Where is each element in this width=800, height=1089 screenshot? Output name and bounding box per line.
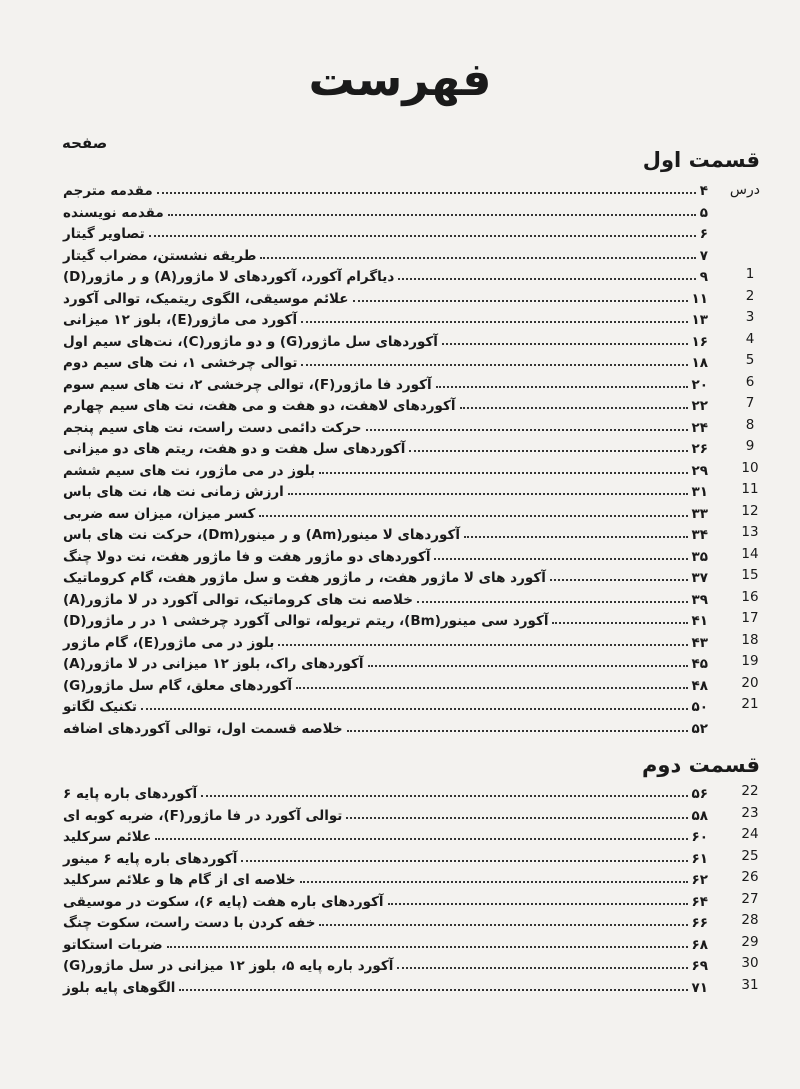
page-number: ۴۳ bbox=[691, 634, 708, 651]
entry-title: خلاصه قسمت اول، توالی آکوردهای اضافه bbox=[63, 720, 343, 737]
lesson-number: 8 bbox=[745, 416, 755, 433]
page-number: ۴ bbox=[699, 183, 708, 199]
entry-title: خلاصه ای از گام ها و علائم سرکلید bbox=[63, 872, 296, 888]
toc-entry bbox=[0, 479, 800, 501]
entry-title: ارزش زمانی نت ها، نت های باس bbox=[63, 484, 284, 500]
page-number: ۶ bbox=[699, 226, 708, 242]
dot-leader bbox=[241, 860, 687, 862]
entry-line bbox=[60, 264, 708, 285]
toc-entry bbox=[0, 522, 800, 544]
entry-title: آکوردهای معلق، گام سل ماژور(G) bbox=[63, 677, 292, 694]
entry-title: آکوردهای سل هفت و دو هفت، ریتم های دو میزانی bbox=[63, 441, 406, 457]
entry-title: طریقه نشستن، مضراب گیتار bbox=[63, 247, 257, 264]
part2-title: قسمت دوم bbox=[642, 753, 760, 777]
toc-entry bbox=[0, 544, 800, 566]
entry-line bbox=[60, 329, 708, 350]
entry-title: کسر میزان، میزان سه ضربی bbox=[63, 505, 256, 522]
dot-leader bbox=[366, 429, 688, 431]
page-number: ۲۶ bbox=[691, 441, 708, 457]
dot-leader bbox=[442, 343, 688, 345]
dot-leader bbox=[550, 579, 688, 581]
toc-entry bbox=[0, 803, 800, 825]
lesson-number: 14 bbox=[741, 545, 759, 562]
entry-title: مقدمه مترجم bbox=[63, 183, 153, 199]
part1-title: قسمت اول bbox=[642, 148, 760, 172]
lesson-number: 6 bbox=[745, 373, 755, 390]
lesson-number: 19 bbox=[741, 653, 759, 669]
toc-entry bbox=[0, 393, 800, 415]
lesson-number: 1 bbox=[745, 266, 755, 282]
entry-line bbox=[60, 458, 708, 479]
entry-line bbox=[60, 694, 708, 715]
entry-line bbox=[60, 803, 708, 824]
lesson-number: 17 bbox=[741, 610, 759, 626]
dot-leader bbox=[157, 192, 696, 194]
dot-leader bbox=[260, 257, 695, 259]
page-number: ۴۵ bbox=[691, 656, 708, 672]
entry-line bbox=[60, 307, 708, 328]
lesson-number: 26 bbox=[741, 869, 759, 885]
toc-entry bbox=[0, 910, 800, 932]
entry-line bbox=[60, 415, 708, 436]
entry-line bbox=[60, 221, 708, 242]
toc-entry bbox=[0, 630, 800, 652]
toc-entry bbox=[0, 824, 800, 846]
lesson-number: 2 bbox=[745, 287, 755, 304]
entry-line bbox=[60, 673, 708, 694]
page-number: ۶۹ bbox=[691, 958, 708, 974]
toc-entry bbox=[0, 651, 800, 673]
toc-entry bbox=[0, 436, 800, 458]
dot-leader bbox=[201, 795, 687, 797]
page-title: فهرست bbox=[308, 52, 492, 106]
dot-leader bbox=[397, 967, 687, 969]
page-number: ۲۹ bbox=[691, 462, 708, 479]
lesson-number: 23 bbox=[741, 804, 759, 821]
entry-line bbox=[60, 910, 708, 931]
lesson-number: 5 bbox=[745, 352, 755, 368]
toc-entry bbox=[0, 221, 800, 243]
lesson-number: 21 bbox=[741, 696, 759, 712]
dot-leader bbox=[301, 364, 687, 366]
part2-entries bbox=[0, 781, 800, 996]
page-number: ۳۷ bbox=[691, 570, 708, 586]
entry-title: ضربات استکاتو bbox=[63, 936, 163, 953]
lesson-number: 28 bbox=[741, 912, 759, 928]
dot-leader bbox=[319, 924, 687, 926]
page-number: ۷ bbox=[699, 247, 708, 264]
toc-entry bbox=[0, 372, 800, 394]
entry-line bbox=[60, 178, 708, 199]
dot-leader bbox=[409, 450, 687, 452]
toc-entry bbox=[0, 932, 800, 954]
dot-leader bbox=[168, 214, 696, 216]
toc-entry bbox=[0, 178, 800, 200]
entry-title: آکوردهای سل ماژور(G) و دو ماژور(C)، نت‌های سیم اول bbox=[63, 333, 438, 350]
lesson-number: 25 bbox=[741, 847, 759, 864]
dot-leader bbox=[347, 730, 688, 732]
dot-leader bbox=[300, 881, 688, 883]
lesson-number: 7 bbox=[745, 395, 755, 411]
entry-title: خفه کردن با دست راست، سکوت چنگ bbox=[63, 915, 316, 931]
dot-leader bbox=[149, 235, 696, 237]
entry-line bbox=[60, 436, 708, 457]
entry-title: آکورد می ماژور(E)، بلوز ۱۲ میزانی bbox=[63, 312, 298, 328]
entry-title: الگوهای پایه بلوز bbox=[63, 979, 176, 996]
entry-title: آکوردهای دو ماژور هفت و فا ماژور هفت، نت دولا چنگ bbox=[63, 548, 431, 565]
entry-title: آکوردهای باره هفت (پایه ۶)، سکوت در موسیقی bbox=[63, 893, 384, 910]
toc-entry bbox=[0, 565, 800, 587]
entry-title: مقدمه نویسنده bbox=[63, 204, 164, 221]
dot-leader bbox=[417, 601, 688, 603]
entry-title: آکوردهای باره پایه ۶ مینور bbox=[63, 850, 238, 867]
toc-entry bbox=[0, 975, 800, 997]
lesson-number: 18 bbox=[741, 631, 759, 648]
entry-line bbox=[60, 243, 708, 264]
dot-leader bbox=[368, 665, 688, 667]
page-number: ۶۰ bbox=[691, 829, 708, 845]
lesson-number: 22 bbox=[741, 783, 759, 799]
toc-entry bbox=[0, 415, 800, 437]
entry-line bbox=[60, 651, 708, 672]
entry-line bbox=[60, 975, 708, 996]
page-number: ۲۴ bbox=[691, 419, 708, 436]
dot-leader bbox=[552, 622, 687, 624]
page-number: ۴۸ bbox=[691, 677, 708, 694]
toc-entry bbox=[0, 587, 800, 609]
entry-title: علائم سرکلید bbox=[63, 829, 152, 845]
lesson-number: 24 bbox=[741, 826, 759, 842]
dot-leader bbox=[278, 644, 687, 646]
entry-line bbox=[60, 544, 708, 565]
entry-line bbox=[60, 608, 708, 629]
entry-line bbox=[60, 846, 708, 867]
entry-title: آکورد سی مینور(Bm)، ریتم تریوله، توالی آکورد چرخشی ۱ در ر ماژور(D) bbox=[63, 613, 549, 629]
lesson-number: 13 bbox=[741, 524, 759, 540]
page-number: ۴۱ bbox=[691, 613, 708, 629]
dot-leader bbox=[353, 300, 688, 302]
lesson-number: 11 bbox=[741, 481, 759, 497]
toc-entry bbox=[0, 953, 800, 975]
entry-line bbox=[60, 501, 708, 522]
lesson-number: 16 bbox=[741, 588, 759, 605]
page-number: ۵ bbox=[699, 204, 708, 221]
entry-title: تکنیک لگاتو bbox=[63, 699, 137, 715]
dot-leader bbox=[319, 472, 687, 474]
lesson-number: 31 bbox=[741, 976, 759, 993]
toc-entry bbox=[0, 673, 800, 695]
page-number: ۱۶ bbox=[691, 333, 708, 350]
entry-line bbox=[60, 350, 708, 371]
toc-entry bbox=[0, 458, 800, 480]
dot-leader bbox=[460, 407, 688, 409]
entry-line bbox=[60, 565, 708, 586]
lesson-number: 30 bbox=[741, 955, 759, 971]
dot-leader bbox=[436, 386, 688, 388]
dot-leader bbox=[346, 817, 687, 819]
part1-entries bbox=[0, 178, 800, 737]
page-number: ۶۱ bbox=[691, 850, 708, 867]
toc-entry bbox=[0, 846, 800, 868]
toc-entry bbox=[0, 200, 800, 222]
page-number: ۵۶ bbox=[691, 786, 708, 802]
entry-line bbox=[60, 522, 708, 543]
page-number: ۱۳ bbox=[691, 312, 708, 328]
entry-title: علائم موسیقی، الگوی ریتمیک، توالی آکورد bbox=[63, 290, 349, 307]
toc-entry bbox=[0, 329, 800, 351]
entry-title: دیاگرام آکورد، آکوردهای لا ماژور(A) و ر ماژور(D) bbox=[63, 269, 395, 285]
page-number: ۲۲ bbox=[691, 398, 708, 414]
page-number: ۶۲ bbox=[691, 872, 708, 888]
page-number: ۳۴ bbox=[691, 527, 708, 543]
entry-title: توالی چرخشی ۱، نت های سیم دوم bbox=[63, 355, 298, 371]
page-number: ۱۱ bbox=[691, 290, 708, 307]
page-number: ۷۱ bbox=[691, 979, 708, 996]
entry-line bbox=[60, 867, 708, 888]
dot-leader bbox=[155, 838, 687, 840]
dot-leader bbox=[259, 515, 687, 517]
page-column-label: صفحه bbox=[62, 134, 108, 152]
dot-leader bbox=[179, 989, 687, 991]
entry-line bbox=[60, 781, 708, 802]
entry-title: بلوز در می ماژور(E)، گام ماژور bbox=[63, 634, 275, 651]
dot-leader bbox=[167, 946, 688, 948]
toc-entry bbox=[0, 694, 800, 716]
lesson-number: 4 bbox=[745, 330, 755, 347]
entry-line bbox=[60, 286, 708, 307]
page-number: ۹ bbox=[699, 269, 708, 285]
entry-title: آکوردهای باره پایه ۶ bbox=[63, 786, 198, 802]
page-number: ۱۸ bbox=[691, 355, 708, 371]
page-number: ۵۸ bbox=[691, 807, 708, 824]
dot-leader bbox=[301, 321, 687, 323]
entry-title: توالی آکورد در فا ماژور(F)، ضربه کوبه ای bbox=[63, 807, 343, 824]
entry-title: آکوردهای لاهفت، دو هفت و می هفت، نت های سیم چهارم bbox=[63, 398, 456, 414]
toc-entry bbox=[0, 781, 800, 803]
lesson-column-label: درس bbox=[729, 182, 760, 198]
entry-line bbox=[60, 393, 708, 414]
dot-leader bbox=[141, 708, 688, 710]
entry-line bbox=[60, 953, 708, 974]
dot-leader bbox=[388, 903, 688, 905]
lesson-number: 20 bbox=[741, 674, 759, 691]
page-number: ۲۰ bbox=[691, 376, 708, 393]
lesson-number: 27 bbox=[741, 890, 759, 907]
page-number: ۳۱ bbox=[691, 484, 708, 500]
entry-line bbox=[60, 824, 708, 845]
lesson-number: 3 bbox=[745, 309, 755, 325]
toc-entry bbox=[0, 286, 800, 308]
dot-leader bbox=[398, 278, 696, 280]
page-number: ۶۸ bbox=[691, 936, 708, 953]
entry-line bbox=[60, 372, 708, 393]
page-number: ۵۰ bbox=[691, 699, 708, 715]
toc-entry bbox=[0, 716, 800, 738]
page-number: ۵۲ bbox=[691, 720, 708, 737]
toc-entry bbox=[0, 307, 800, 329]
toc-entry bbox=[0, 889, 800, 911]
entry-title: بلوز در می ماژور، نت های سیم ششم bbox=[63, 462, 316, 479]
entry-title: حرکت دائمی دست راست، نت های سیم پنجم bbox=[63, 419, 362, 436]
entry-line bbox=[60, 716, 708, 737]
page-number: ۳۵ bbox=[691, 548, 708, 565]
page-number: ۳۳ bbox=[691, 505, 708, 522]
entry-title: آکورد فا ماژور(F)، توالی چرخشی ۲، نت های سیم سوم bbox=[63, 376, 432, 393]
lesson-number: 12 bbox=[741, 502, 759, 519]
lesson-number: 29 bbox=[741, 933, 759, 950]
dot-leader bbox=[434, 558, 687, 560]
entry-title: آکورد باره پایه ۵، بلوز ۱۲ میزانی در سل ماژور(G) bbox=[63, 958, 394, 974]
page-number: ۶۴ bbox=[691, 893, 708, 910]
toc-entry bbox=[0, 867, 800, 889]
page-number: ۶۶ bbox=[691, 915, 708, 931]
entry-line bbox=[60, 479, 708, 500]
entry-line bbox=[60, 200, 708, 221]
dot-leader bbox=[288, 493, 688, 495]
dot-leader bbox=[464, 536, 688, 538]
toc-entry bbox=[0, 243, 800, 265]
toc-entry bbox=[0, 608, 800, 630]
entry-line bbox=[60, 932, 708, 953]
entry-line bbox=[60, 889, 708, 910]
entry-title: آکوردهای راک، بلوز ۱۲ میزانی در لا ماژور(A) bbox=[63, 656, 364, 672]
entry-title: آکوردهای لا مینور(Am) و ر مینور(Dm)، حرکت نت های باس bbox=[63, 527, 460, 543]
lesson-number: 10 bbox=[741, 459, 759, 476]
entry-title: آکورد های لا ماژور هفت، ر ماژور هفت و سل ماژور هفت، گام کروماتیک bbox=[63, 570, 546, 586]
entry-line bbox=[60, 630, 708, 651]
page-number: ۳۹ bbox=[691, 591, 708, 608]
toc-entry bbox=[0, 501, 800, 523]
entry-title: تصاویر گیتار bbox=[63, 226, 145, 242]
toc-entry bbox=[0, 350, 800, 372]
entry-line bbox=[60, 587, 708, 608]
dot-leader bbox=[296, 687, 688, 689]
lesson-number: 15 bbox=[741, 567, 759, 583]
entry-title: خلاصه نت های کروماتیک، توالی آکورد در لا ماژور(A) bbox=[63, 591, 414, 608]
lesson-number: 9 bbox=[745, 438, 755, 454]
toc-entry bbox=[0, 264, 800, 286]
